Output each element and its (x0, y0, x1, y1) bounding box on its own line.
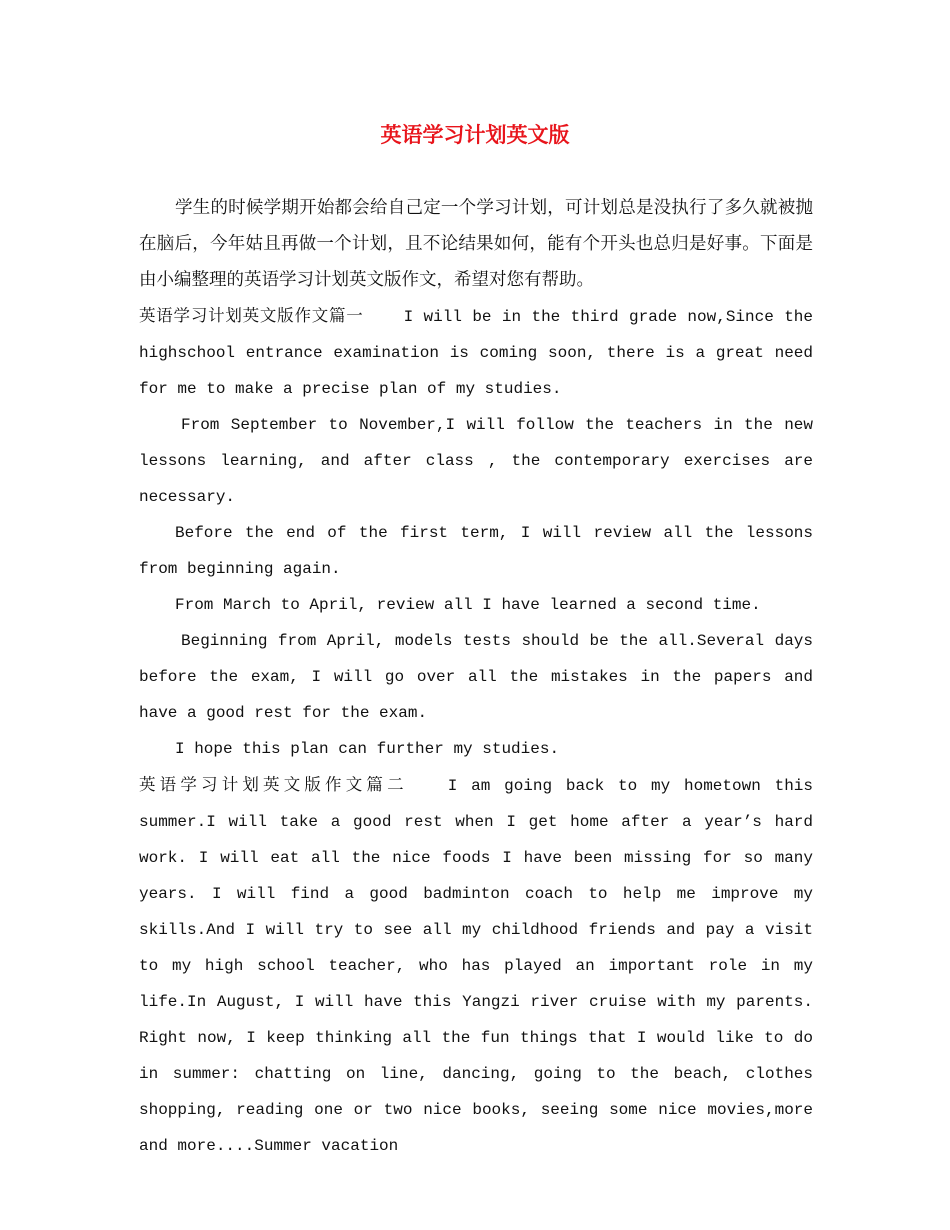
essay1-p6: I hope this plan can further my studies. (175, 740, 560, 758)
essay2-p1: I am going back to my hometown this summer.I will take a good rest when I get home after a year’s hard work. I will eat all the nice foods I have been missing for so many years. I will find a good badminton coach to help me improve my skills.And I will try to see all my childhood friends and pay a visit to my high school teacher, who has played an important role in my life.In August, I will have this Yangzi river cruise with my parents. Right now, I keep thinking all the fun things that I would like to do in summer: chatting on line, dancing, going to the beach, clothes shopping, reading one or two nice books, seeing some nice movies,more and more....Summer vacation (139, 777, 813, 1155)
essay1-first-paragraph (139, 298, 813, 407)
essay1-heading: 英语学习计划英文版作文篇一 (139, 306, 364, 325)
document-title: 英语学习计划英文版 (380, 122, 570, 147)
essay1-p2: From September to November,I will follow the teachers in the new lessons learning, and after class , the contemporary exercises are necessary. (139, 416, 813, 506)
essay1-p3: Before the end of the first term, I will review all the lessons from beginning again. (139, 524, 813, 578)
essay1-p5: Beginning from April, models tests should be the all.Several days before the exam, I will go over all the mistakes in the papers and have a good rest for the exam. (139, 632, 813, 722)
essay1-p1: I will be in the third grade now,Since the highschool entrance examination is coming soon, there is a great need for me to make a precise plan of my studies. (139, 308, 814, 398)
document-body (139, 190, 813, 1164)
essay2-heading: 英语学习计划英文版作文篇二 (139, 775, 408, 794)
essay1-p4: From March to April, review all I have learned a second time. (175, 596, 761, 614)
intro-paragraph: 学生的时候学期开始都会给自己定一个学习计划，可计划总是没执行了多久就被抛在脑后，今年姑且再做一个计划，且不论结果如何，能有个开头也总归是好事。下面是由小编整理的英语学习计划英文版作文，希望对您有帮助。 (139, 198, 813, 290)
essay2-first-paragraph (139, 767, 813, 1164)
